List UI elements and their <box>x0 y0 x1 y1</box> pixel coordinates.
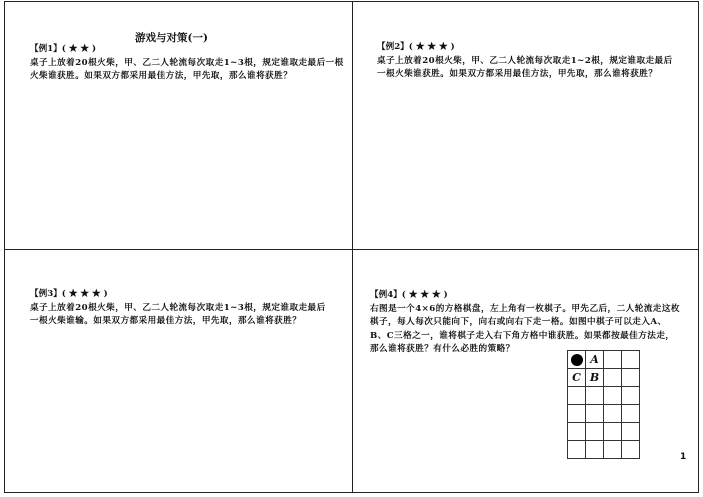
board-row <box>568 441 640 459</box>
example-3-heading: 【例3】( ★ ★ ★ ) <box>30 289 108 299</box>
board-cell <box>568 387 586 405</box>
board-row <box>568 369 640 387</box>
board-cell <box>604 441 622 459</box>
horizontal-divider <box>5 249 698 250</box>
board-cell <box>586 441 604 459</box>
board-cell <box>604 351 622 369</box>
board-cell-label: B <box>589 371 600 384</box>
example-1-heading: 【例1】( ★ ★ ) <box>30 44 97 54</box>
board-cell <box>568 405 586 423</box>
board-cell <box>604 369 622 387</box>
example-1 <box>30 43 345 84</box>
board-cell <box>568 423 586 441</box>
board-cell <box>604 405 622 423</box>
board-cell <box>586 387 604 405</box>
board-cell-label: C <box>572 371 581 384</box>
example-2 <box>377 41 677 82</box>
board-row <box>568 405 640 423</box>
example-1-text: 桌子上放着20根火柴，甲、乙二人轮流每次取走1~3根，规定谁取走最后一根火柴谁获胜。如果双方都采用最佳方法，甲先取，那么谁将获胜？ <box>30 58 344 82</box>
example-4-heading: 【例4】( ★ ★ ★ ) <box>370 290 448 300</box>
board-cell <box>622 351 640 369</box>
example-4 <box>370 289 682 356</box>
board-cell <box>586 405 604 423</box>
board-cell <box>622 387 640 405</box>
board-cell <box>568 351 586 369</box>
board-cell <box>604 387 622 405</box>
board-cell <box>622 405 640 423</box>
board-cell-label: A <box>590 353 599 366</box>
example-4-text: 右图是一个4×6的方格棋盘，左上角有一枚棋子。甲先乙后，二人轮流走这枚棋子，每人每次只能向下，向右或向右下走一格。如图中棋子可以走入A、B、C三格之一，谁将棋子走入右下角方格中谁获胜。如果都按最佳方法走，那么谁将获胜？有什么必胜的策略？ <box>370 304 680 354</box>
example-3-text: 桌子上放着20根火柴，甲、乙二人轮流每次取走1~3根，规定谁取走最后一根火柴谁输。如果双方都采用最佳方法，甲先取，那么谁将获胜？ <box>30 303 326 327</box>
example-2-text: 桌子上放着20根火柴，甲、乙二人轮流每次取走1~2根，规定谁取走最后一根火柴谁获胜。如果双方都采用最佳方法，甲先取，那么谁将获胜？ <box>377 56 673 80</box>
board-cell <box>622 423 640 441</box>
board-row <box>568 351 640 369</box>
board-cell <box>568 369 586 387</box>
board-cell <box>586 423 604 441</box>
vertical-divider <box>352 2 353 492</box>
page-number: 1 <box>680 452 687 462</box>
board-row <box>568 387 640 405</box>
page-title: 游戏与对策(一) <box>135 32 208 44</box>
chess-board <box>567 350 640 459</box>
board-cell <box>622 369 640 387</box>
example-3 <box>30 288 330 329</box>
board-cell <box>586 369 604 387</box>
board-cell <box>568 441 586 459</box>
board-cell <box>604 423 622 441</box>
board-cell <box>586 351 604 369</box>
board-row <box>568 423 640 441</box>
board-cell <box>622 441 640 459</box>
chess-piece-icon <box>571 354 583 366</box>
example-2-heading: 【例2】( ★ ★ ★ ) <box>377 42 455 52</box>
